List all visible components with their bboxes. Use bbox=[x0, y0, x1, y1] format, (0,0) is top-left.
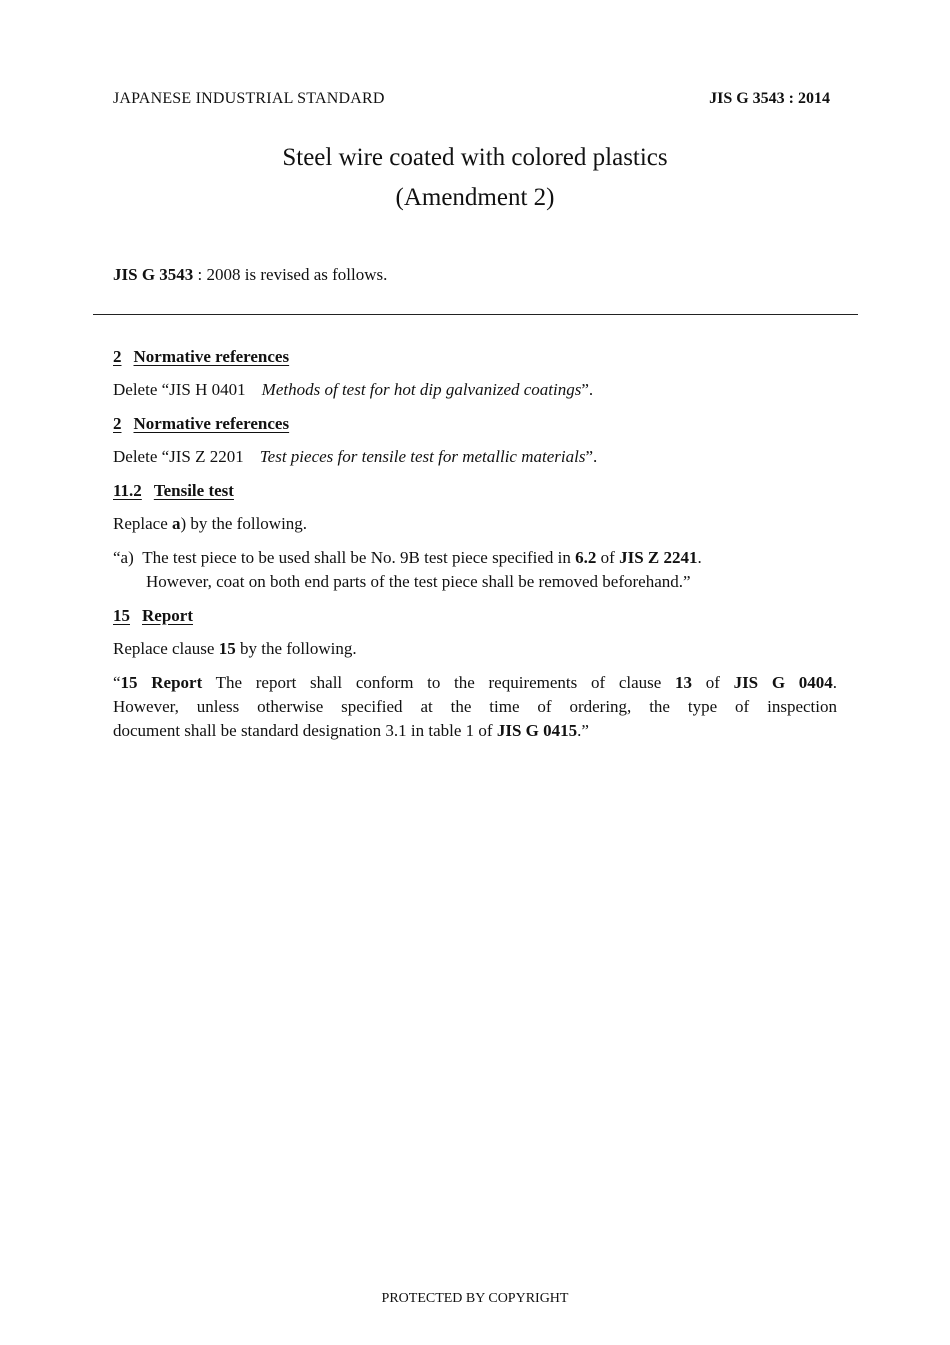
instruction-text-end: by the following. bbox=[235, 639, 357, 658]
replacement-paragraph-line-1 bbox=[113, 673, 837, 693]
replacement-text: . bbox=[697, 548, 702, 567]
amendment-instruction-3 bbox=[113, 514, 307, 534]
paragraph-text: .” bbox=[577, 721, 589, 740]
instruction-item: a bbox=[172, 514, 181, 533]
amendment-instruction-1 bbox=[113, 380, 593, 400]
revision-text: : 2008 is revised as follows. bbox=[193, 265, 388, 284]
section-title: Normative references bbox=[133, 347, 290, 366]
replacement-text: “a) The test piece to be used shall be No. 9B test piece specified in bbox=[113, 548, 576, 567]
revision-code: JIS G 3543 bbox=[113, 265, 194, 284]
section-number: 2 bbox=[113, 414, 122, 433]
paragraph-text: of bbox=[692, 673, 734, 692]
clause-ref: 6.2 bbox=[575, 548, 597, 567]
section-title: Report bbox=[142, 606, 193, 625]
section-heading-normative-2 bbox=[113, 414, 289, 434]
section-title: Normative references bbox=[133, 414, 290, 433]
replacement-paragraph-line-3 bbox=[113, 721, 589, 741]
document-subtitle: (Amendment 2) bbox=[395, 184, 555, 211]
section-heading-report bbox=[113, 606, 193, 626]
instruction-text: Replace clause bbox=[113, 639, 219, 658]
standard-type-label: JAPANESE INDUSTRIAL STANDARD bbox=[113, 90, 385, 107]
standard-ref: JIS G 0415 bbox=[496, 721, 578, 740]
instruction-clause: 15 bbox=[218, 639, 236, 658]
section-heading-normative-1 bbox=[113, 347, 289, 367]
instruction-suffix: ”. bbox=[581, 380, 594, 399]
replacement-text: of bbox=[596, 548, 620, 567]
clause-ref: 13 bbox=[675, 673, 692, 692]
replacement-paragraph-line-2: However, unless otherwise specified at the time of ordering, the type of inspection bbox=[113, 697, 837, 716]
paragraph-text: . bbox=[832, 673, 837, 692]
paragraph-text: document shall be standard designation 3.1 in table 1 of bbox=[113, 721, 497, 740]
instruction-suffix: ”. bbox=[585, 447, 598, 466]
clause-number: 15 bbox=[120, 673, 138, 692]
reference-title: Test pieces for tensile test for metallic materials bbox=[259, 447, 586, 466]
copyright-footer: PROTECTED BY COPYRIGHT bbox=[381, 1291, 569, 1306]
standard-ref: JIS G 0404 bbox=[733, 673, 833, 692]
replacement-text-line-2: However, coat on both end parts of the test piece shall be removed beforehand.” bbox=[146, 572, 691, 591]
reference-title: Methods of test for hot dip galvanized coatings bbox=[261, 380, 582, 399]
instruction-text-end: ) by the following. bbox=[180, 514, 308, 533]
instruction-prefix: Delete “JIS Z 2201 bbox=[113, 447, 244, 466]
quote-mark: “ bbox=[113, 673, 121, 692]
section-heading-tensile-test bbox=[113, 481, 234, 501]
section-number: 2 bbox=[113, 347, 122, 366]
document-title: Steel wire coated with colored plastics bbox=[282, 144, 668, 171]
standard-ref: JIS Z 2241 bbox=[619, 548, 698, 567]
section-number: 11.2 bbox=[113, 481, 142, 500]
paragraph-text: The report shall conform to the requirements of clause bbox=[215, 673, 675, 692]
instruction-text: Replace bbox=[113, 514, 172, 533]
clause-title: Report bbox=[151, 673, 203, 692]
amendment-instruction-4 bbox=[113, 639, 357, 659]
replacement-text-line-1 bbox=[113, 548, 702, 568]
standard-number: JIS G 3543 : 2014 bbox=[709, 90, 830, 107]
instruction-prefix: Delete “JIS H 0401 bbox=[113, 380, 246, 399]
revision-statement bbox=[113, 265, 387, 285]
section-title: Tensile test bbox=[153, 481, 234, 500]
section-number: 15 bbox=[113, 606, 130, 625]
divider-line bbox=[93, 314, 858, 315]
amendment-instruction-2 bbox=[113, 447, 597, 467]
